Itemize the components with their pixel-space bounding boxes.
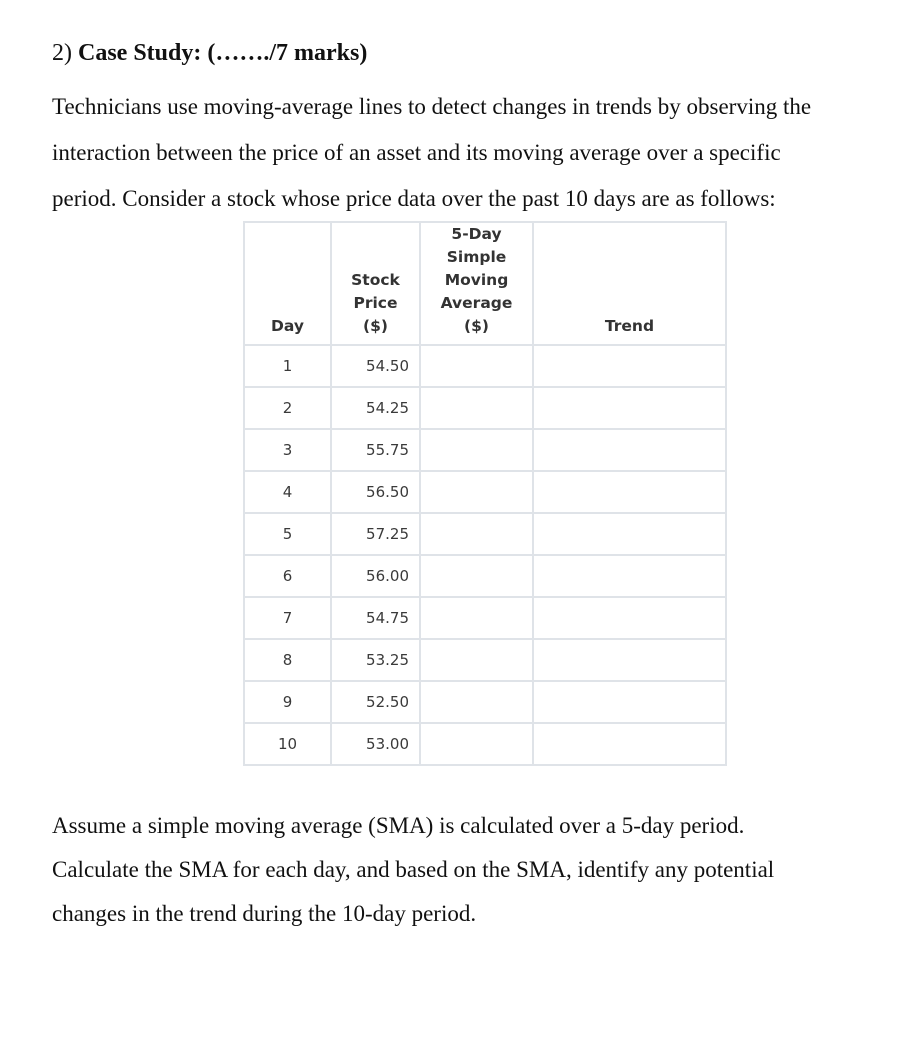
cell-sma [420, 639, 533, 681]
question-number: 2) [52, 40, 78, 66]
table-row [244, 681, 726, 723]
table-row [244, 513, 726, 555]
cell-day: 1 [244, 345, 331, 387]
cell-sma [420, 513, 533, 555]
question-heading [52, 36, 367, 70]
cell-stock-price: 52.50 [331, 681, 420, 723]
price-table-container [243, 221, 727, 766]
cell-sma [420, 681, 533, 723]
table-header-row [244, 222, 726, 345]
instructions-paragraph [52, 804, 912, 936]
header-day: Day [244, 222, 331, 345]
cell-trend [533, 345, 726, 387]
table-row [244, 345, 726, 387]
cell-day: 5 [244, 513, 331, 555]
cell-sma [420, 723, 533, 765]
cell-sma [420, 555, 533, 597]
cell-stock-price: 54.50 [331, 345, 420, 387]
cell-trend [533, 597, 726, 639]
table-row [244, 723, 726, 765]
question-title: Case Study: (……./7 marks) [78, 40, 368, 66]
cell-day: 3 [244, 429, 331, 471]
cell-day: 4 [244, 471, 331, 513]
table-row [244, 597, 726, 639]
cell-stock-price: 55.75 [331, 429, 420, 471]
table-row [244, 555, 726, 597]
cell-sma [420, 471, 533, 513]
cell-stock-price: 53.25 [331, 639, 420, 681]
cell-trend [533, 723, 726, 765]
cell-sma [420, 597, 533, 639]
intro-line: Technicians use moving-average lines to detect changes in trends by observing the [52, 94, 812, 119]
header-sma [420, 222, 533, 345]
header-trend: Trend [533, 222, 726, 345]
header-sma-label: 5-Day Simple Moving Average ($) [440, 225, 513, 335]
cell-day: 10 [244, 723, 331, 765]
cell-trend [533, 513, 726, 555]
intro-paragraph [52, 84, 922, 222]
cell-trend [533, 639, 726, 681]
table-row [244, 471, 726, 513]
cell-stock-price: 53.00 [331, 723, 420, 765]
intro-line: interaction between the price of an asset and its moving average over a specific [52, 140, 781, 165]
cell-trend [533, 471, 726, 513]
table-body [244, 345, 726, 765]
price-table [243, 221, 727, 766]
cell-trend [533, 681, 726, 723]
cell-day: 9 [244, 681, 331, 723]
cell-trend [533, 387, 726, 429]
header-stock-price [331, 222, 420, 345]
instructions-line: Assume a simple moving average (SMA) is calculated over a 5-day period. [52, 813, 745, 838]
cell-stock-price: 56.50 [331, 471, 420, 513]
cell-stock-price: 56.00 [331, 555, 420, 597]
cell-trend [533, 429, 726, 471]
cell-sma [420, 345, 533, 387]
instructions-line: changes in the trend during the 10-day period. [52, 901, 477, 926]
table-row [244, 429, 726, 471]
cell-day: 6 [244, 555, 331, 597]
header-stock-price-label: Stock Price ($) [351, 271, 400, 335]
table-row [244, 639, 726, 681]
cell-day: 2 [244, 387, 331, 429]
cell-sma [420, 387, 533, 429]
cell-day: 8 [244, 639, 331, 681]
cell-stock-price: 54.25 [331, 387, 420, 429]
instructions-line: Calculate the SMA for each day, and based on the SMA, identify any potential [52, 857, 775, 882]
cell-day: 7 [244, 597, 331, 639]
table-row [244, 387, 726, 429]
cell-sma [420, 429, 533, 471]
cell-stock-price: 54.75 [331, 597, 420, 639]
intro-line: period. Consider a stock whose price data over the past 10 days are as follows: [52, 186, 776, 211]
cell-trend [533, 555, 726, 597]
cell-stock-price: 57.25 [331, 513, 420, 555]
